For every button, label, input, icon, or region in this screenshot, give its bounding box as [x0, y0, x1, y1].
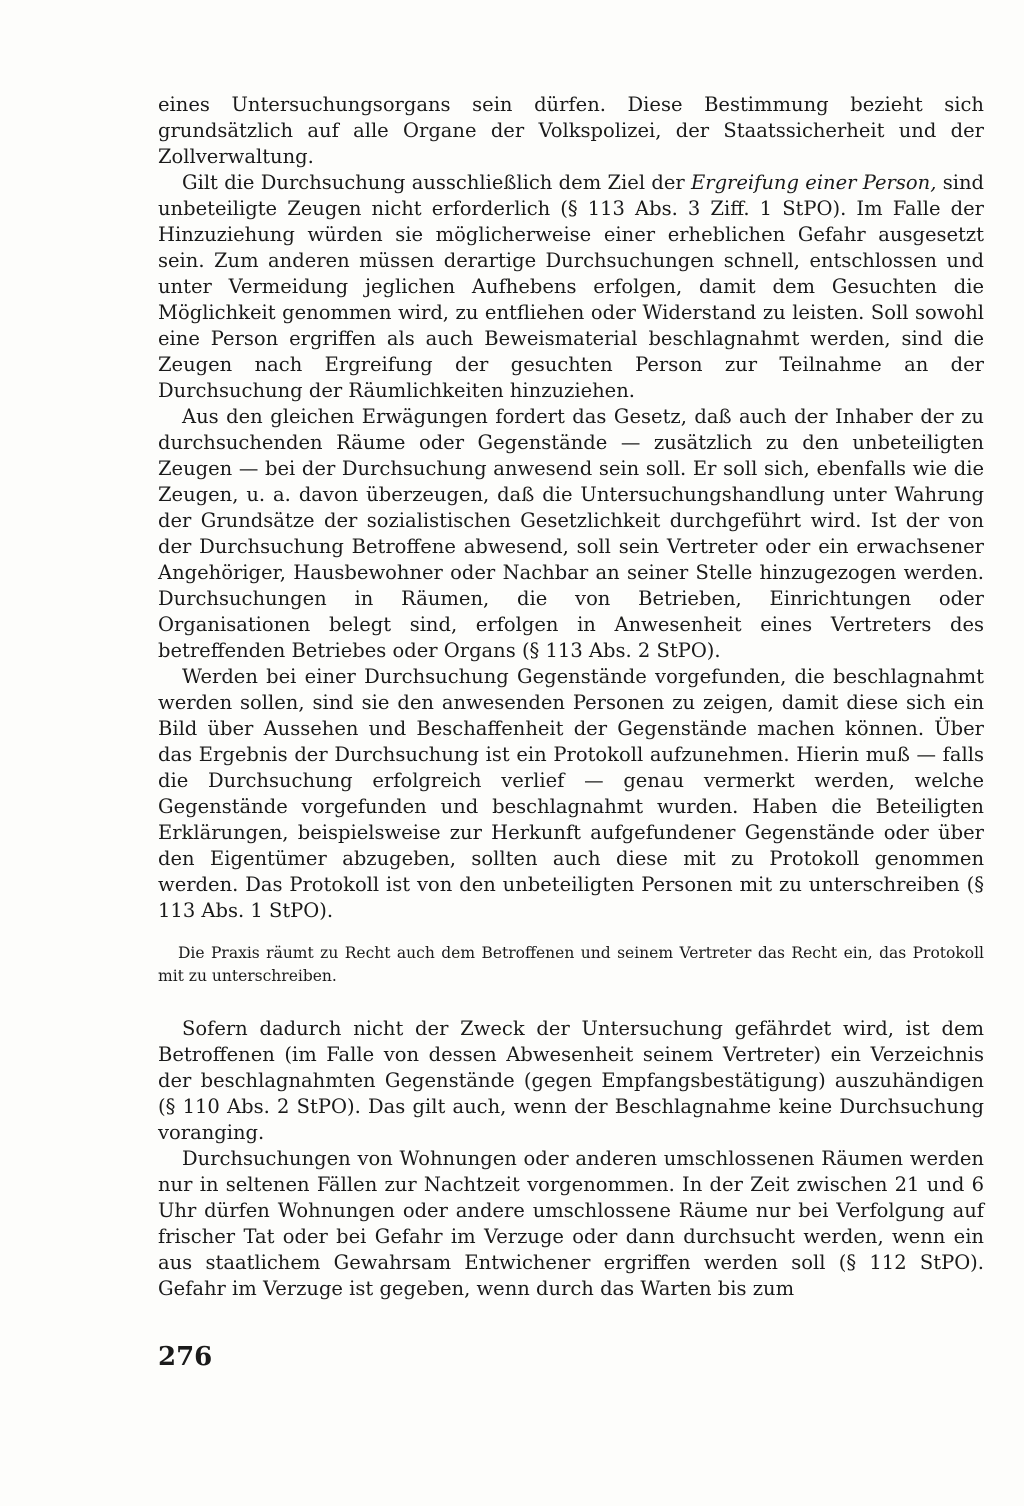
paragraph-1: eines Untersuchungsorgans sein dürfen. Diese Bestimmung bezieht sich grundsätzlich auf alle Organe der Volkspolizei, der Staatssicherheit und der Zollverwaltung. — [158, 93, 984, 168]
paragraph-2-rest: sind unbeteiligte Zeugen nicht erforderlich (§ 113 Abs. 3 Ziff. 1 StPO). Im Falle der Hinzuziehung würden sie möglicherweise einer erheblichen Gefahr ausgesetzt sein. Zum anderen müssen derartige Durchsuchungen schnell, entschlossen und unter Vermeidung jeglichen Aufhebens erfolgen, damit dem Gesuchten die Möglichkeit genommen wird, zu entfliehen oder Widerstand zu leisten. Soll sowohl eine Person ergriffen als auch Beweismaterial beschlagnahmt werden, sind die Zeugen nach Ergreifung der gesuchten Person zur Teilnahme an der Durchsuchung der Räumlichkeiten hinzuziehen. — [158, 171, 984, 402]
paragraph-6: Durchsuchungen von Wohnungen oder anderen umschlossenen Räumen werden nur in seltenen Fällen zur Nachtzeit vorgenommen. In der Zeit zwischen 21 und 6 Uhr dürfen Wohnungen oder andere umschlossene Räume nur bei Verfolgung auf frischer Tat oder bei Gefahr im Verzuge oder dann durchsucht werden, wenn ein aus staatlichem Gewahrsam Entwichener ergriffen werden soll (§ 112 StPO). Gefahr im Verzuge ist gegeben, wenn durch das Warten bis zum — [158, 1147, 984, 1300]
paragraph-5: Sofern dadurch nicht der Zweck der Untersuchung gefährdet wird, ist dem Betroffenen (im Falle von dessen Abwesenheit seinem Vertreter) ein Verzeichnis der beschlagnahmten Gegenstände (gegen Empfangsbestätigung) auszuhändigen (§ 110 Abs. 2 StPO). Das gilt auch, wenn der Beschlagnahme keine Durchsuchung voranging. — [158, 1017, 984, 1144]
paragraph-4: Werden bei einer Durchsuchung Gegenstände vorgefunden, die beschlagnahmt werden sollen, sind sie den anwesenden Personen zu zeigen, damit diese sich ein Bild über Aussehen und Beschaffenheit der Gegenstände machen können. Über das Ergebnis der Durchsuchung ist ein Protokoll aufzunehmen. Hierin muß — falls die Durchsuchung erfolgreich verlief — genau vermerkt werden, welche Gegenstände vorgefunden und beschlagnahmt wurden. Haben die Beteiligten Erklärungen, beispielsweise zur Herkunft aufgefundener Gegenstände oder über den Eigentümer abzugeben, sollten auch diese mit zu Protokoll genommen werden. Das Protokoll ist von den unbeteiligten Personen mit zu unterschreiben (§ 113 Abs. 1 StPO). — [158, 665, 984, 922]
paragraph-2-emphasis: Ergreifung einer Person, — [691, 171, 937, 194]
page-text-body — [158, 92, 984, 1302]
paragraph-2-start: Gilt die Durchsuchung ausschließlich dem Ziel der — [182, 171, 692, 194]
paragraph-3: Aus den gleichen Erwägungen fordert das Gesetz, daß auch der Inhaber der zu durchsuchenden Räume oder Gegenstände — zusätzlich zu den unbeteiligten Zeugen — bei der Durchsuchung anwesend sein soll. Er soll sich, ebenfalls wie die Zeugen, u. a. davon überzeugen, daß die Untersuchungshandlung unter Wahrung der Grundsätze der sozialistischen Gesetzlichkeit durchgeführt wird. Ist der von der Durchsuchung Betroffene abwesend, soll sein Vertreter oder ein erwachsener Angehöriger, Hausbewohner oder Nachbar an seiner Stelle hinzugezogen werden. Durchsuchungen in Räumen, die von Betrieben, Einrichtungen oder Organisationen belegt sind, erfolgen in Anwesenheit eines Vertreters des betreffenden Betriebes oder Organs (§ 113 Abs. 2 StPO). — [158, 405, 984, 662]
footnote-remark: Die Praxis räumt zu Recht auch dem Betroffenen und seinem Vertreter das Recht ein, das Protokoll mit zu unterschreiben. — [158, 944, 984, 985]
page-number: 276 — [158, 1342, 213, 1372]
paragraph-2 — [158, 170, 984, 404]
